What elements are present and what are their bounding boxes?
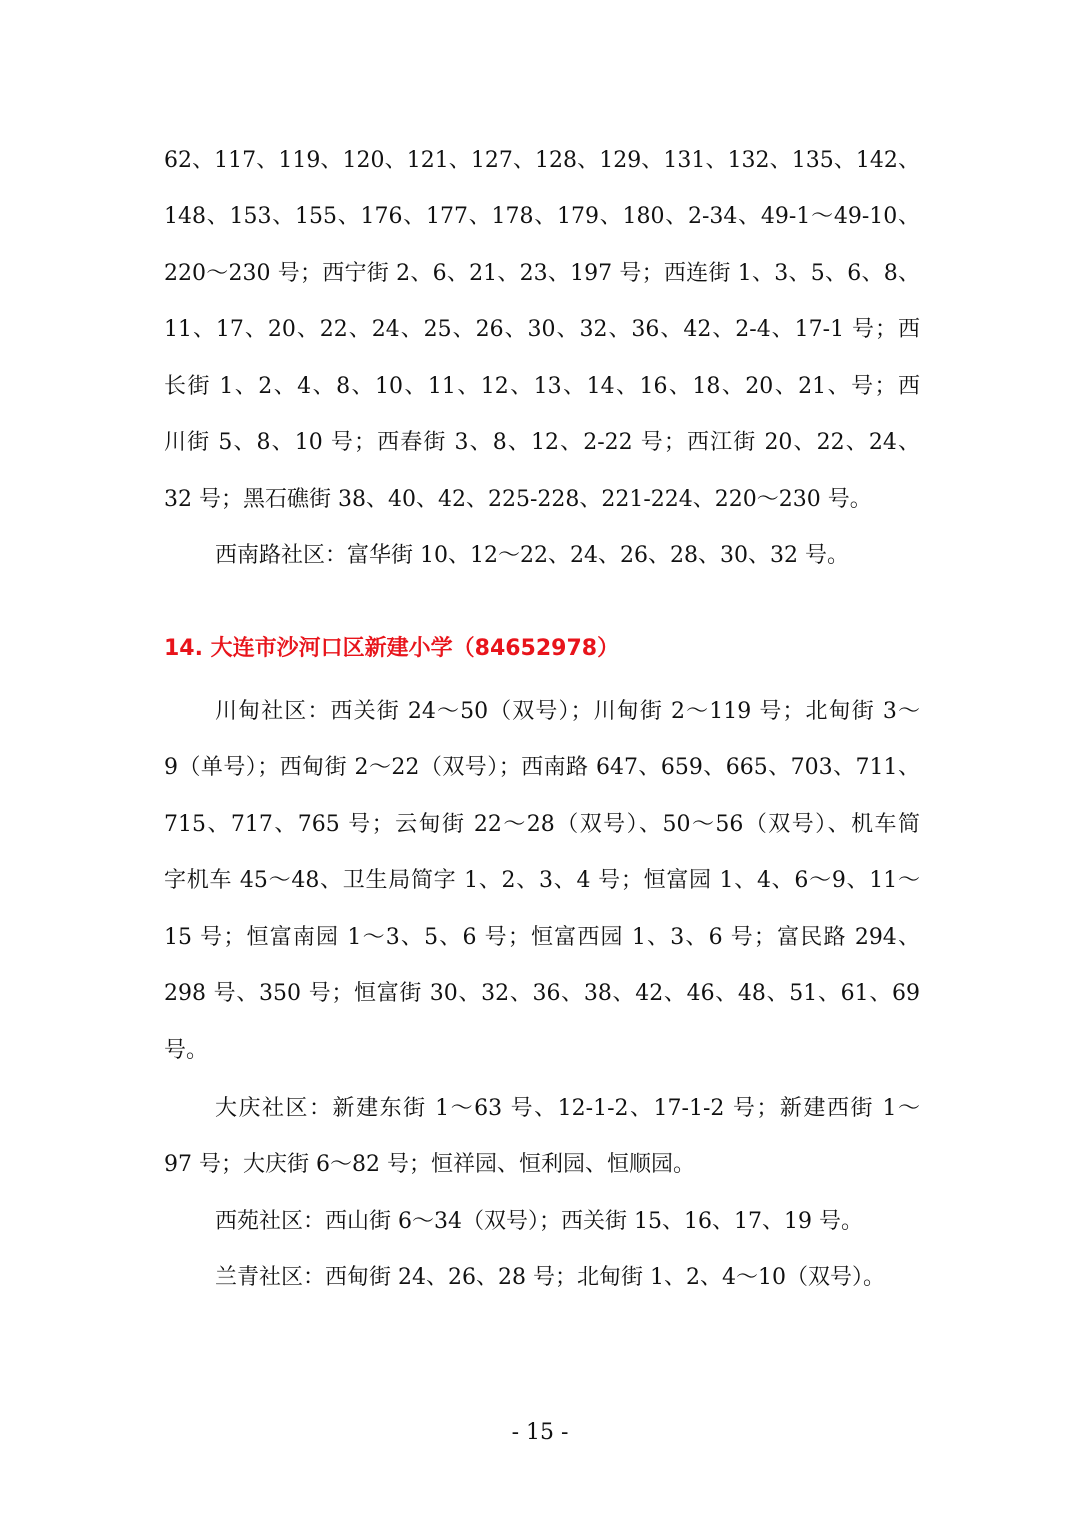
address-line: 号。: [164, 1038, 209, 1063]
school-heading: 14. 大连市沙河口区新建小学（84652978）: [164, 636, 620, 661]
community-chuandian: 川甸社区：西关街 24～50（双号）；川甸街 2～119 号；北甸街 3～: [215, 699, 920, 724]
page-number: - 15 -: [511, 1420, 569, 1445]
address-line: 97 号；大庆街 6～82 号；恒祥园、恒利园、恒顺园。: [164, 1152, 695, 1177]
address-line: 字机车 45～48、卫生局简字 1、2、3、4 号；恒富园 1、4、6～9、11～: [164, 868, 920, 893]
address-line: 298 号、350 号；恒富街 30、32、36、38、42、46、48、51、61、69: [164, 981, 920, 1006]
community-xinanlu: 西南路社区：富华街 10、12～22、24、26、28、30、32 号。: [215, 543, 849, 568]
community-daqing: 大庆社区：新建东街 1～63 号、12-1-2、17-1-2 号；新建西街 1～: [215, 1096, 920, 1121]
address-line: 220～230 号；西宁街 2、6、21、23、197 号；西连街 1、3、5、6、8、: [164, 261, 920, 286]
address-line: 15 号；恒富南园 1～3、5、6 号；恒富西园 1、3、6 号；富民路 294、: [164, 925, 920, 950]
address-line: 32 号；黑石礁街 38、40、42、225-228、221-224、220～230 号。: [164, 487, 872, 512]
address-line: 62、117、119、120、121、127、128、129、131、132、135、142、: [164, 148, 920, 173]
address-line: 715、717、765 号；云甸街 22～28（双号）、50～56（双号）、机车简: [164, 812, 920, 837]
address-line: 11、17、20、22、24、25、26、30、32、36、42、2-4、17-1 号；西: [164, 317, 920, 342]
community-xiyuan: 西苑社区：西山街 6～34（双号）；西关街 15、16、17、19 号。: [215, 1209, 863, 1234]
address-line: 长街 1、2、4、8、10、11、12、13、14、16、18、20、21、号；西: [164, 374, 920, 399]
address-line: 148、153、155、176、177、178、179、180、2-34、49-1～49-10、: [164, 204, 920, 229]
address-line: 9（单号）；西甸街 2～22（双号）；西南路 647、659、665、703、711、: [164, 755, 920, 780]
address-line: 川街 5、8、10 号；西春街 3、8、12、2-22 号；西江街 20、22、24、: [164, 430, 920, 455]
community-lanqing: 兰青社区：西甸街 24、26、28 号；北甸街 1、2、4～10（双号）。: [215, 1265, 885, 1290]
